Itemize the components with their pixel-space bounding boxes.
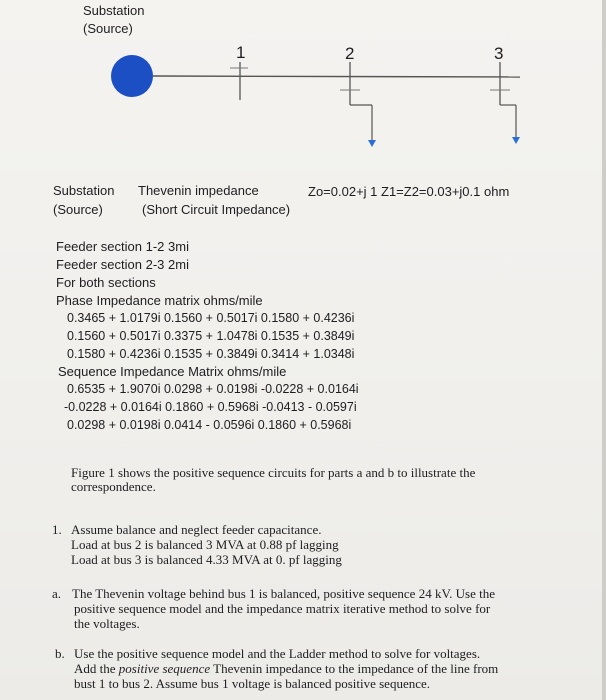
- substation-label-line1: Substation: [83, 3, 145, 18]
- bus-2: [340, 62, 376, 147]
- part-b-line2: Add the positive sequence Thevenin impedance to the impedance of the line from: [74, 661, 499, 676]
- part-a-line1: The Thevenin voltage behind bus 1 is balanced, positive sequence 24 kV. Use the: [72, 586, 496, 601]
- phase-matrix-row: 0.1560 + 0.5017i 0.3375 + 1.0478i 0.1535 + 0.3849i: [67, 329, 355, 343]
- thevenin-impedance-label: Thevenin impedance: [138, 183, 259, 198]
- short-circuit-impedance-label: (Short Circuit Impedance): [142, 202, 291, 217]
- phase-matrix-row: 0.3465 + 1.0179i 0.1560 + 0.5017i 0.1580 + 0.4236i: [67, 311, 355, 325]
- bus-1: [230, 62, 248, 100]
- for-both-sections: For both sections: [56, 275, 156, 290]
- load-arrow-bus-2: [368, 140, 376, 147]
- sequence-matrix-title: Sequence Impedance Matrix ohms/mile: [58, 364, 287, 379]
- bus-3: [490, 62, 520, 144]
- sequence-matrix-row: -0.0228 + 0.0164i 0.1860 + 0.5968i -0.0413 - 0.0597i: [64, 400, 357, 414]
- part-a-line2: positive sequence model and the impedance matrix iterative method to solve for: [74, 601, 491, 616]
- positive-sequence-italic: positive sequence: [118, 661, 211, 676]
- bus-label-3: 3: [494, 44, 504, 63]
- thevenin-substation-line2: (Source): [53, 202, 103, 217]
- one-line-diagram: [0, 0, 606, 170]
- question-1-number: 1.: [52, 522, 62, 537]
- figure-note-line2: correspondence.: [71, 479, 156, 494]
- part-b-line3: bust 1 to bus 2. Assume bus 1 voltage is balanced positive sequence.: [74, 676, 431, 691]
- bus-label-1: 1: [236, 43, 246, 62]
- question-1-line2: Load at bus 2 is balanced 3 MVA at 0.88 pf lagging: [71, 537, 339, 552]
- load-arrow-bus-3: [512, 137, 520, 144]
- question-1-line1: Assume balance and neglect feeder capacitance.: [71, 522, 322, 537]
- figure-note-line1: Figure 1 shows the positive sequence circuits for parts a and b to illustrate the: [71, 465, 476, 480]
- substation-source-circle: [111, 55, 153, 97]
- question-1-line3: Load at bus 3 is balanced 4.33 MVA at 0. pf lagging: [71, 552, 342, 567]
- part-a-line3: the voltages.: [74, 616, 140, 631]
- thevenin-substation-line1: Substation: [53, 183, 115, 198]
- sequence-matrix-row: 0.0298 + 0.0198i 0.0414 - 0.0596i 0.1860 + 0.5968i: [67, 418, 352, 432]
- sequence-matrix-row: 0.6535 + 1.9070i 0.0298 + 0.0198i -0.0228 + 0.0164i: [67, 382, 359, 396]
- bus-label-2: 2: [345, 44, 355, 63]
- feeder-section-1-2: Feeder section 1-2 3mi: [56, 239, 189, 254]
- phase-matrix-title: Phase Impedance matrix ohms/mile: [56, 293, 263, 308]
- substation-label-line2: (Source): [83, 21, 133, 36]
- phase-matrix-row: 0.1580 + 0.4236i 0.1535 + 0.3849i 0.3414 + 1.0348i: [67, 347, 355, 361]
- part-b-line1: Use the positive sequence model and the Ladder method to solve for voltages.: [74, 646, 481, 661]
- feeder-section-2-3: Feeder section 2-3 2mi: [56, 257, 189, 272]
- part-b-letter: b.: [55, 646, 65, 661]
- page-edge: [602, 0, 606, 700]
- part-a-letter: a.: [52, 586, 62, 601]
- thevenin-impedance-formula: Zo=0.02+j 1 Z1=Z2=0.03+j0.1 ohm: [308, 184, 510, 199]
- feeder-line: [153, 76, 520, 77]
